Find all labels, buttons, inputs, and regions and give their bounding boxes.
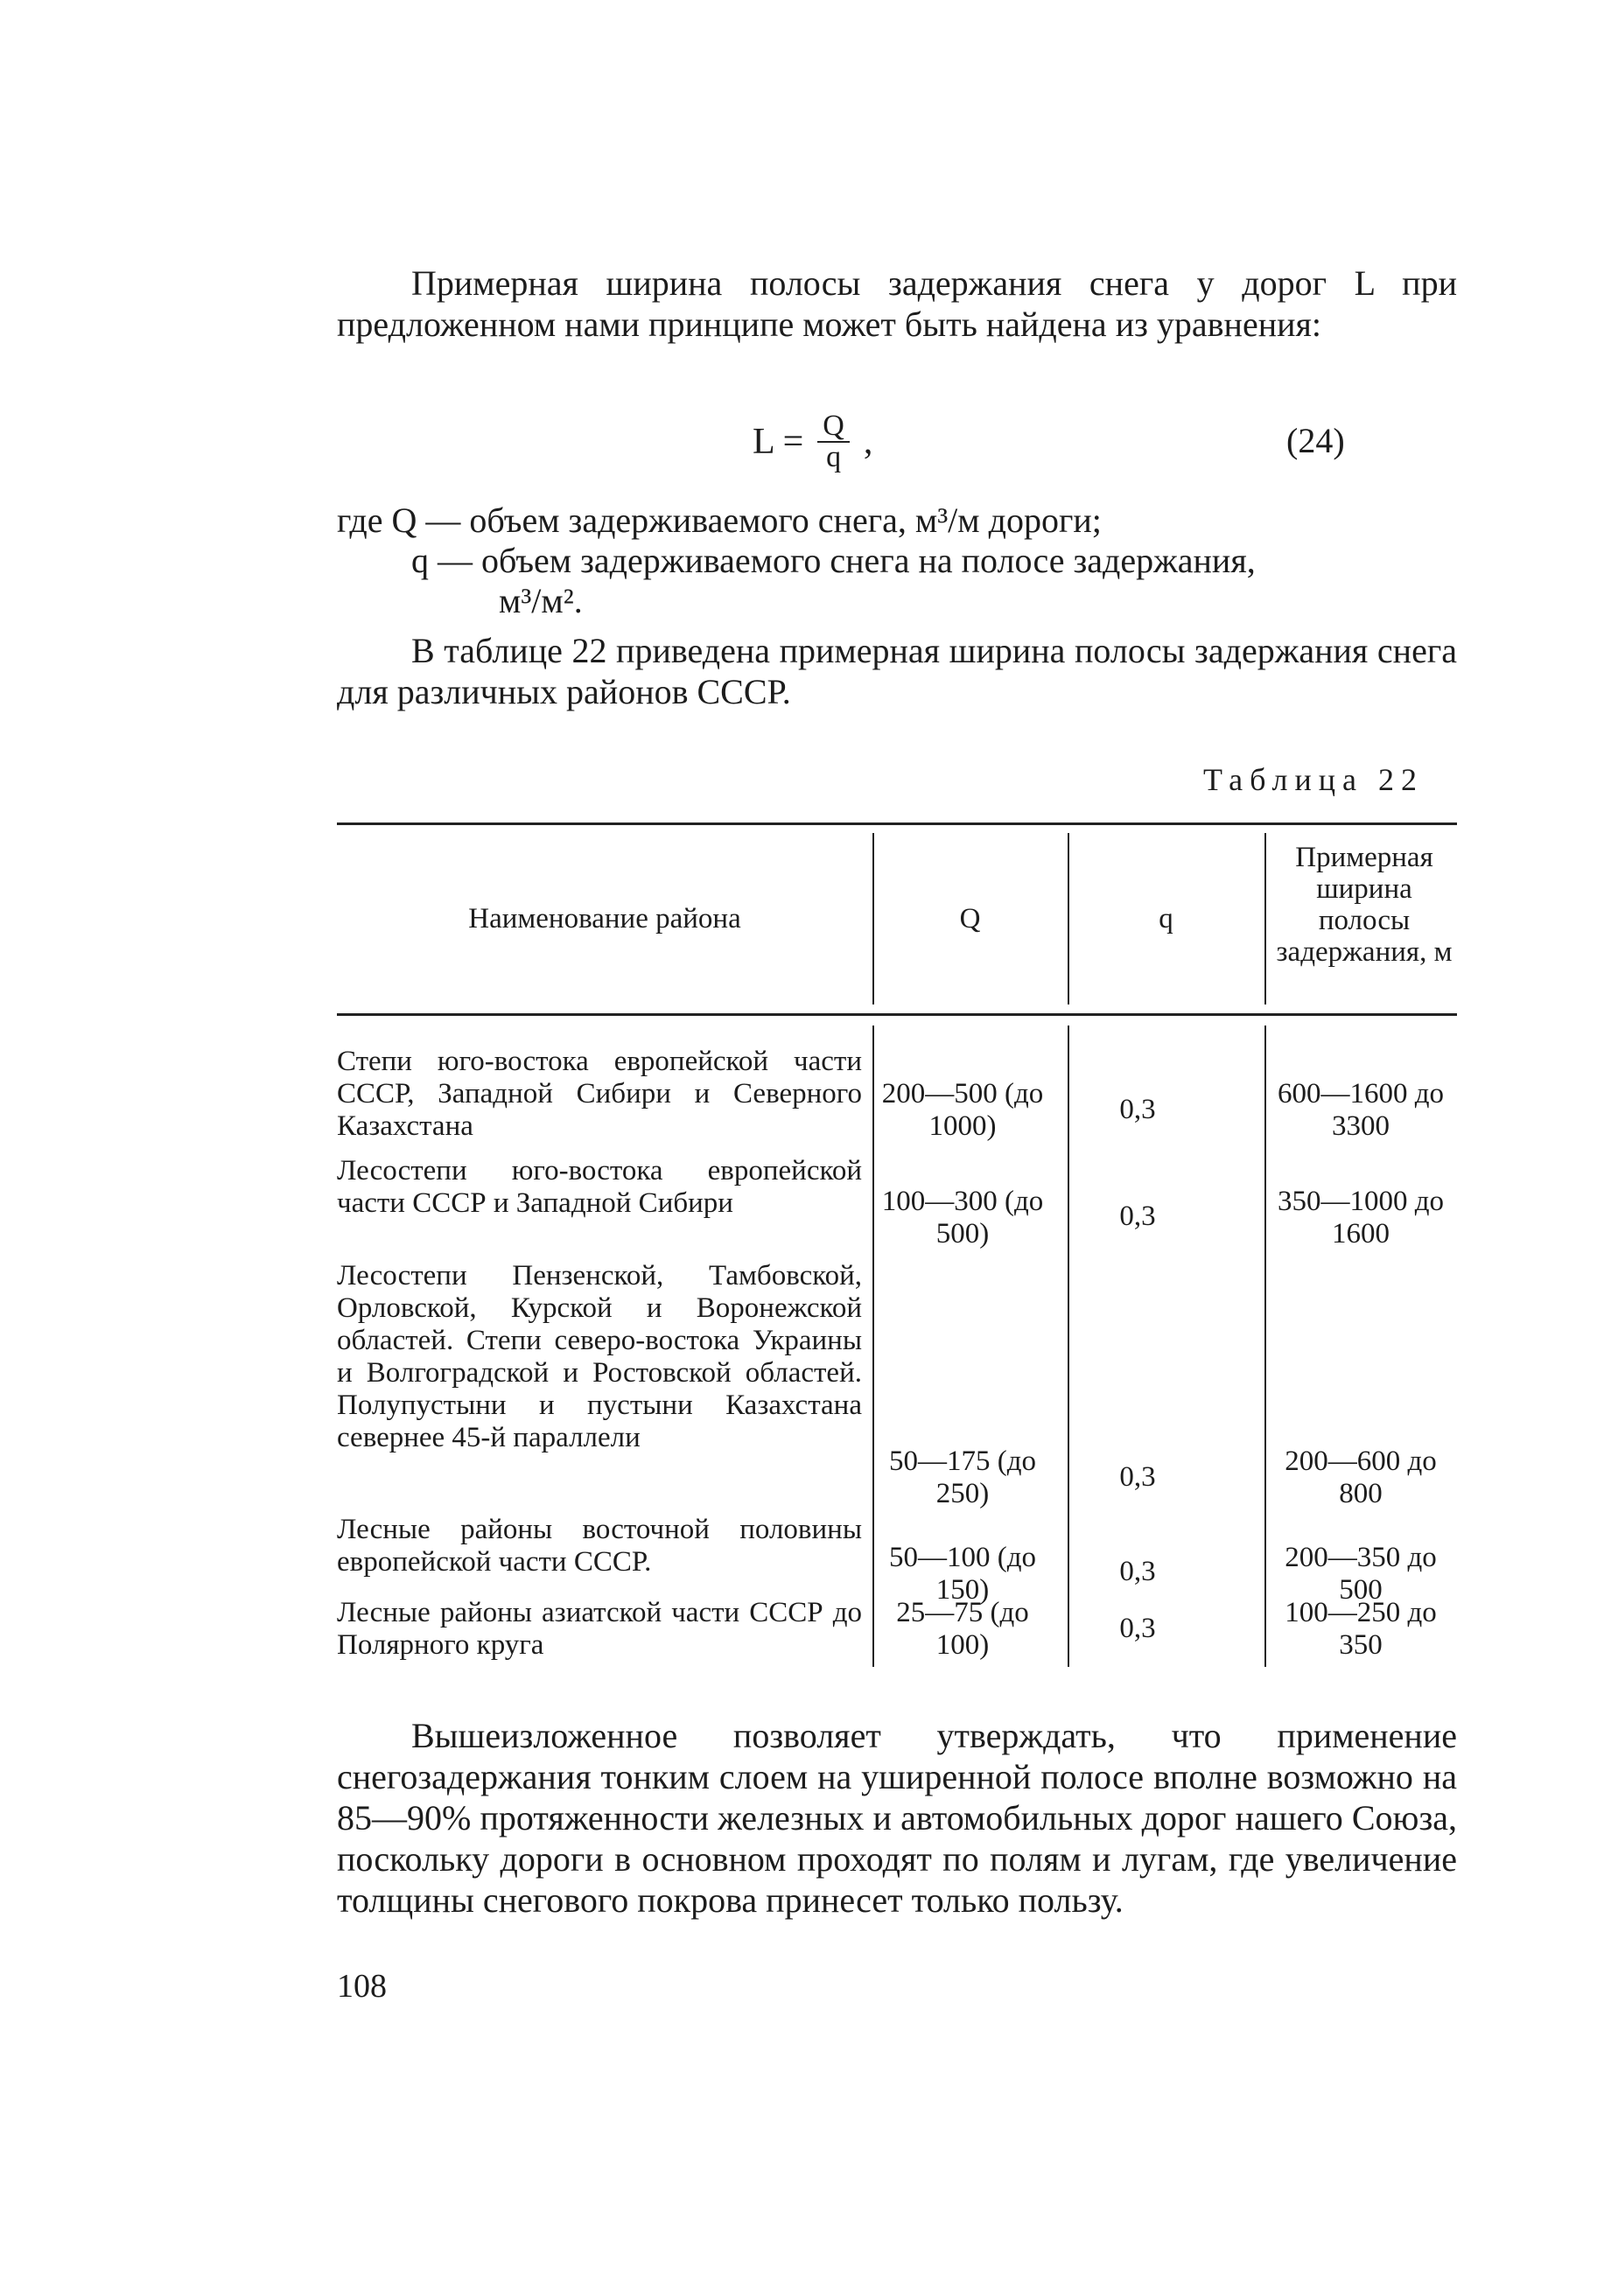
header-q-lower: q xyxy=(1159,903,1173,934)
legend-line-q-upper: где Q — объем задерживаемого снега, м³/м дороги; xyxy=(337,500,1102,540)
formula-lhs: L = xyxy=(753,422,804,462)
equation-number: (24) xyxy=(1286,421,1345,460)
paragraph-table-intro: В таблице 22 приведена примерная ширина полосы задержания снега для различных районов СССР. xyxy=(337,631,1457,711)
body-divider xyxy=(1264,1026,1266,1620)
body-divider xyxy=(872,1026,874,1620)
formula-tail: , xyxy=(863,422,873,462)
header-width: Примерная ширина полосы задержания, м xyxy=(1276,842,1453,968)
legend-line-q-lower: q — объем задерживаемого снега на полосе задержания, xyxy=(411,541,1256,580)
header-q-upper: Q xyxy=(959,903,981,934)
formula-fraction xyxy=(817,411,850,472)
table-row-3-width: 200—600 до 800 xyxy=(1285,1446,1437,1509)
table-row-4-q-upper: 50—100 (до 150) xyxy=(888,1542,1037,1606)
legend-line-q-units: м³/м². xyxy=(499,581,583,620)
table-row-3-q-lower: 0,3 xyxy=(1119,1461,1156,1493)
table-row-5-q-lower: 0,3 xyxy=(1119,1613,1156,1644)
table-row-5-region: Лесные районы азиатской части СССР до Полярного круга xyxy=(337,1597,862,1661)
formula-24 xyxy=(753,411,872,472)
formula-legend xyxy=(337,500,1466,621)
header-region: Наименование района xyxy=(468,903,741,934)
table-row-4-width: 200—350 до 500 xyxy=(1285,1542,1437,1606)
table-row-4-region: Лесные районы восточной половины европейской части СССР. xyxy=(337,1514,862,1578)
table-row-4-q-lower: 0,3 xyxy=(1119,1556,1156,1587)
table-row-3-region: Лесостепи Пензенской, Тамбовской, Орловской, Курской и Воронежской областей. Степи северо-востока Украины и Волгоградской и Ростовской областей. Полупустыни и пустыни Казахстана севернее 45-й параллели xyxy=(337,1260,862,1453)
paragraph-intro: Примерная ширина полосы задержания снега у дорог L при предложенном нами принципе может быть найдена из уравнения: xyxy=(337,263,1457,344)
formula-numerator: Q xyxy=(817,411,850,443)
table-row-2-q-lower: 0,3 xyxy=(1119,1200,1156,1232)
table-header-rule xyxy=(337,1013,1457,1016)
table-top-rule xyxy=(337,822,1457,825)
table-row-3-q-upper: 50—175 (до 250) xyxy=(888,1446,1037,1509)
table-caption: Таблица 22 xyxy=(1203,762,1424,797)
body-divider xyxy=(1068,1026,1069,1620)
page-number: 108 xyxy=(337,1968,387,2005)
table-row-5-q-upper: 25—75 (до 100) xyxy=(896,1597,1029,1661)
formula-denominator: q xyxy=(826,441,842,473)
body-divider xyxy=(1264,1553,1266,1667)
body-divider xyxy=(872,1553,874,1667)
table-row-2-q-upper: 100—300 (до 500) xyxy=(881,1186,1044,1250)
paragraph-conclusion: Вышеизложенное позволяет утверждать, что применение снегозадержания тонким слоем на уширенной полосе вполне возможно на 85—90% протяженности железных и автомобильных дорог нашего Союза, поскольку дороги в основном проходят по полям и лугам, где увеличение толщины снегового покрова принесет только пользу. xyxy=(337,1716,1457,1920)
table-row-1-region: Степи юго-востока европейской части СССР, Западной Сибири и Северного Казахстана xyxy=(337,1046,862,1142)
table-row-5-width: 100—250 до 350 xyxy=(1285,1597,1437,1661)
table-row-1-q-upper: 200—500 (до 1000) xyxy=(881,1078,1044,1142)
table-row-2-region: Лесостепи юго-востока европейской части СССР и Западной Сибири xyxy=(337,1155,862,1219)
header-divider xyxy=(1264,833,1266,1004)
table-row-2-width: 350—1000 до 1600 xyxy=(1277,1186,1445,1250)
table-row-1-width: 600—1600 до 3300 xyxy=(1277,1078,1445,1142)
body-divider xyxy=(1068,1553,1069,1667)
table-row-1-q-lower: 0,3 xyxy=(1119,1094,1156,1125)
